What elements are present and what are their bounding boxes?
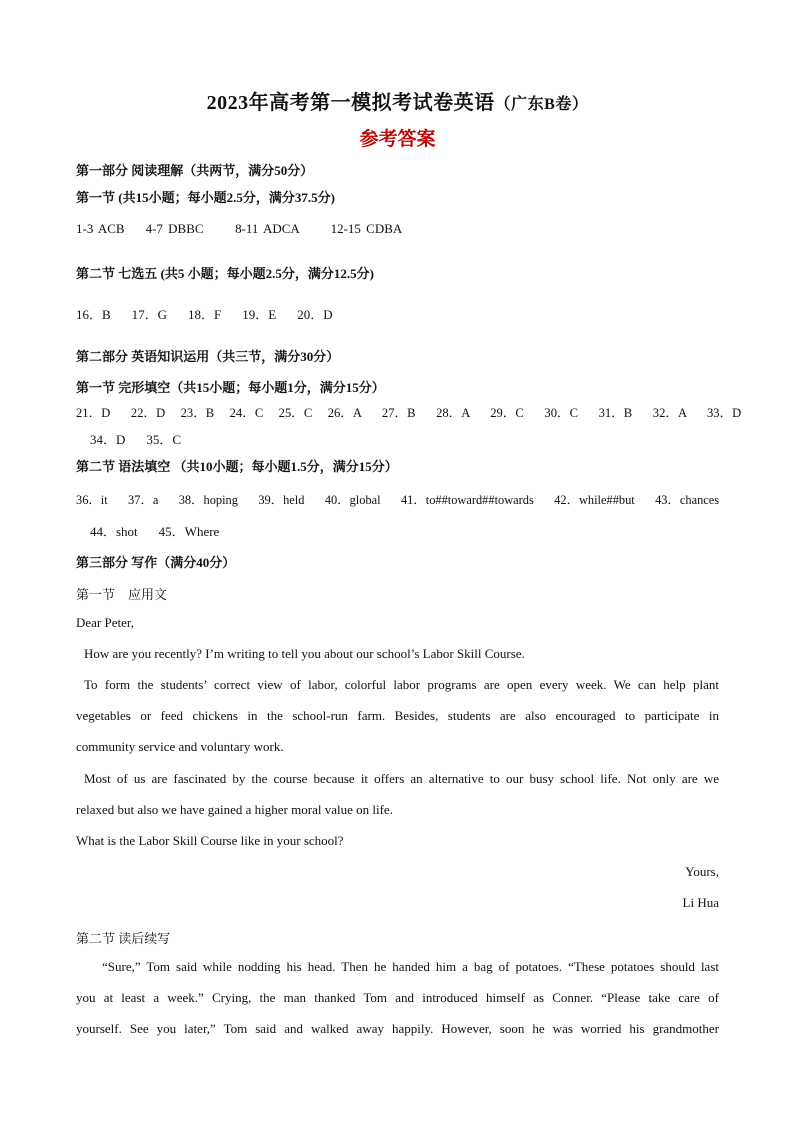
letter-paragraph-2-line-2: vegetables or feed chickens in the school-run farm. Besides, students are also encouraged to participate in xyxy=(76,708,719,723)
continuation-line-1: “Sure,” Tom said while nodding his head. Then he handed him a bag of potatoes. “These potatoes should last xyxy=(102,959,719,974)
letter-paragraph-4: What is the Labor Skill Course like in your school? xyxy=(76,833,344,848)
part2-section2-answers-line2: 44．shot 45．Where xyxy=(90,524,220,539)
letter-paragraph-3-line-1: Most of us are fascinated by the course because it offers an alternative to our busy school life. Not only are we xyxy=(84,771,719,786)
part3-heading: 第三部分 写作（满分40分） xyxy=(76,555,236,570)
part1-heading: 第一部分 阅读理解（共两节，满分50分） xyxy=(76,163,314,178)
letter-closing: Yours, xyxy=(685,864,719,879)
part2-section1-heading: 第一节 完形填空（共15小题；每小题1分，满分15分） xyxy=(76,380,385,395)
part3-section2-heading: 第二节 读后续写 xyxy=(76,931,171,946)
part2-section2-heading: 第二节 语法填空 （共10小题；每小题1.5分，满分15分） xyxy=(76,459,398,474)
part1-section2-answers: 16．B 17．G 18．F 19．E 20．D xyxy=(76,307,333,322)
letter-paragraph-1: How are you recently? I’m writing to tell you about our school’s Labor Skill Course. xyxy=(84,646,525,661)
part2-section1-answers-line1: 21．D 22．D 23．B 24．C 25．C 26．A 27．B 28．A 29．C 30．C 31．B 32．A 33．D xyxy=(76,406,742,420)
answer-heading: 参考答案 xyxy=(359,129,436,150)
title-main: 2023年高考第一模拟考试卷英语 xyxy=(206,92,495,114)
part1-section2-heading: 第二节 七选五 (共5 小题；每小题2.5分，满分12.5分) xyxy=(76,266,374,281)
page-title xyxy=(76,86,719,115)
part1-section1-answers: 1-3 ACB 4-7 DBBC 8-11 ADCA 12-15 CDBA xyxy=(76,221,403,236)
letter-paragraph-2-line-1: To form the students’ correct view of labor, colorful labor programs are open every week. We can help plant xyxy=(84,677,719,692)
part3-section1-heading: 第一节 应用文 xyxy=(76,587,168,602)
letter-paragraph-2-line-3: community service and voluntary work. xyxy=(76,739,284,754)
part2-heading: 第二部分 英语知识运用（共三节，满分30分） xyxy=(76,349,340,364)
letter-paragraph-3-line-2: relaxed but also we have gained a higher moral value on life. xyxy=(76,802,393,817)
letter-signature: Li Hua xyxy=(682,895,719,910)
continuation-line-2: you at least a week.” Crying, the man thanked Tom and introduced himself as Conner. “Please take care of xyxy=(76,990,719,1005)
letter-salutation: Dear Peter, xyxy=(76,615,134,630)
part2-section2-answers-line1: 36．it 37．a 38．hoping 39．held 40．global 41．to##toward##towards 42．while##but 43．chances xyxy=(76,493,720,507)
part2-section1-answers-line2: 34．D 35．C xyxy=(90,432,182,447)
title-sub: （广东B卷） xyxy=(494,96,589,113)
continuation-line-3: yourself. See you later,” Tom said and walked away happily. However, soon he was worried his grandmother xyxy=(76,1021,719,1036)
part1-section1-heading: 第一节 (共15小题；每小题2.5分，满分37.5分) xyxy=(76,190,335,205)
